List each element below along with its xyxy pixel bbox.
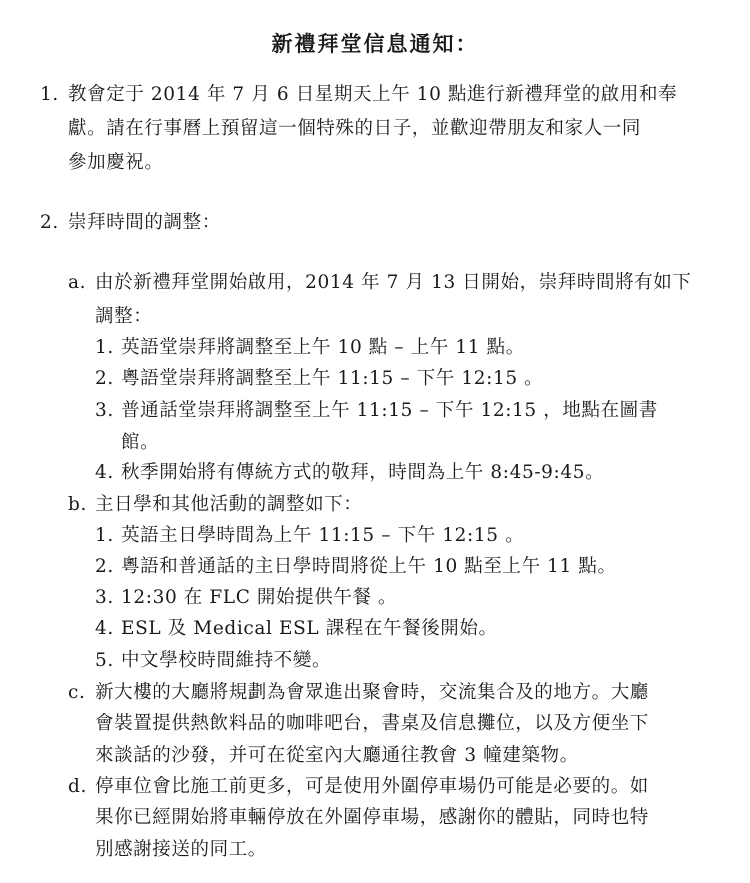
item2a-line-1: a. 由於新禮拜堂開始啟用，2014 年 7 月 13 日開始，崇拜時間將有如下 bbox=[68, 272, 692, 293]
item2c-marker: c. bbox=[68, 682, 86, 703]
item2a-sub2: 2. 粵語堂崇拜將調整至上午 11:15 – 下午 12:15 。 bbox=[95, 368, 544, 389]
item1-marker: 1. bbox=[40, 84, 59, 105]
item2b-sub5: 5. 中文學校時間維持不變。 bbox=[95, 650, 332, 671]
item2d-line-2: 果你已經開始將車輛停放在外圍停車場，感謝你的體貼，同時也特 bbox=[95, 807, 649, 828]
item2c-line-2: 會裝置提供熱飲料品的咖啡吧台，書桌及信息攤位，以及方便坐下 bbox=[95, 713, 649, 734]
item2c-line-3: 來談話的沙發，并可在從室內大廳通往教會 3 幢建築物。 bbox=[95, 745, 579, 766]
item2a-sub1: 1. 英語堂崇拜將調整至上午 10 點 – 上午 11 點。 bbox=[95, 337, 525, 358]
item2d-line-1: d. 停車位會比施工前更多，可是使用外圍停車場仍可能是必要的。如 bbox=[68, 776, 649, 797]
item2c-line-1: c. 新大樓的大廳將規劃為會眾進出聚會時，交流集合及的地方。大廳 bbox=[68, 682, 649, 703]
item2b-sub3: 3. 12:30 在 FLC 開始提供午餐 。 bbox=[95, 587, 398, 608]
item2a-sub4: 4. 秋季開始將有傳統方式的敬拜，時間為上午 8:45-9:45。 bbox=[95, 462, 605, 483]
item2a-line-2: 調整： bbox=[95, 306, 153, 327]
item1-line-1: 1. 教會定于 2014 年 7 月 6 日星期天上午 10 點進行新禮拜堂的啟用和奉 bbox=[40, 84, 678, 105]
item2b-sub4: 4. ESL 及 Medical ESL 課程在午餐後開始。 bbox=[95, 618, 498, 639]
item2d-marker: d. bbox=[68, 776, 87, 797]
item2a-sub3: 3. 普通話堂崇拜將調整至上午 11:15 – 下午 12:15 ，地點在圖書 bbox=[95, 400, 658, 421]
item2b-marker: b. bbox=[68, 494, 87, 515]
item2b-line-1: b. 主日學和其他活動的調整如下： bbox=[68, 494, 363, 515]
item1-line-3: 參加慶祝。 bbox=[68, 152, 164, 173]
item2-heading: 2. 崇拜時間的調整： bbox=[40, 212, 221, 233]
item2a-sub3-line-2: 館。 bbox=[121, 432, 160, 453]
item2b-sub2: 2. 粵語和普通話的主日學時間將從上午 10 點至上午 11 點。 bbox=[95, 556, 617, 577]
notice-title: 新禮拜堂信息通知： bbox=[271, 31, 479, 56]
item1-line-2: 獻。請在行事曆上預留這一個特殊的日子，並歡迎帶朋友和家人一同 bbox=[68, 118, 642, 139]
item2-marker: 2. bbox=[40, 212, 59, 233]
item2b-sub1: 1. 英語主日學時間為上午 11:15 – 下午 12:15 。 bbox=[95, 525, 525, 546]
item2d-line-3: 別感謝接送的同工。 bbox=[95, 839, 267, 860]
item2a-marker: a. bbox=[68, 272, 87, 293]
